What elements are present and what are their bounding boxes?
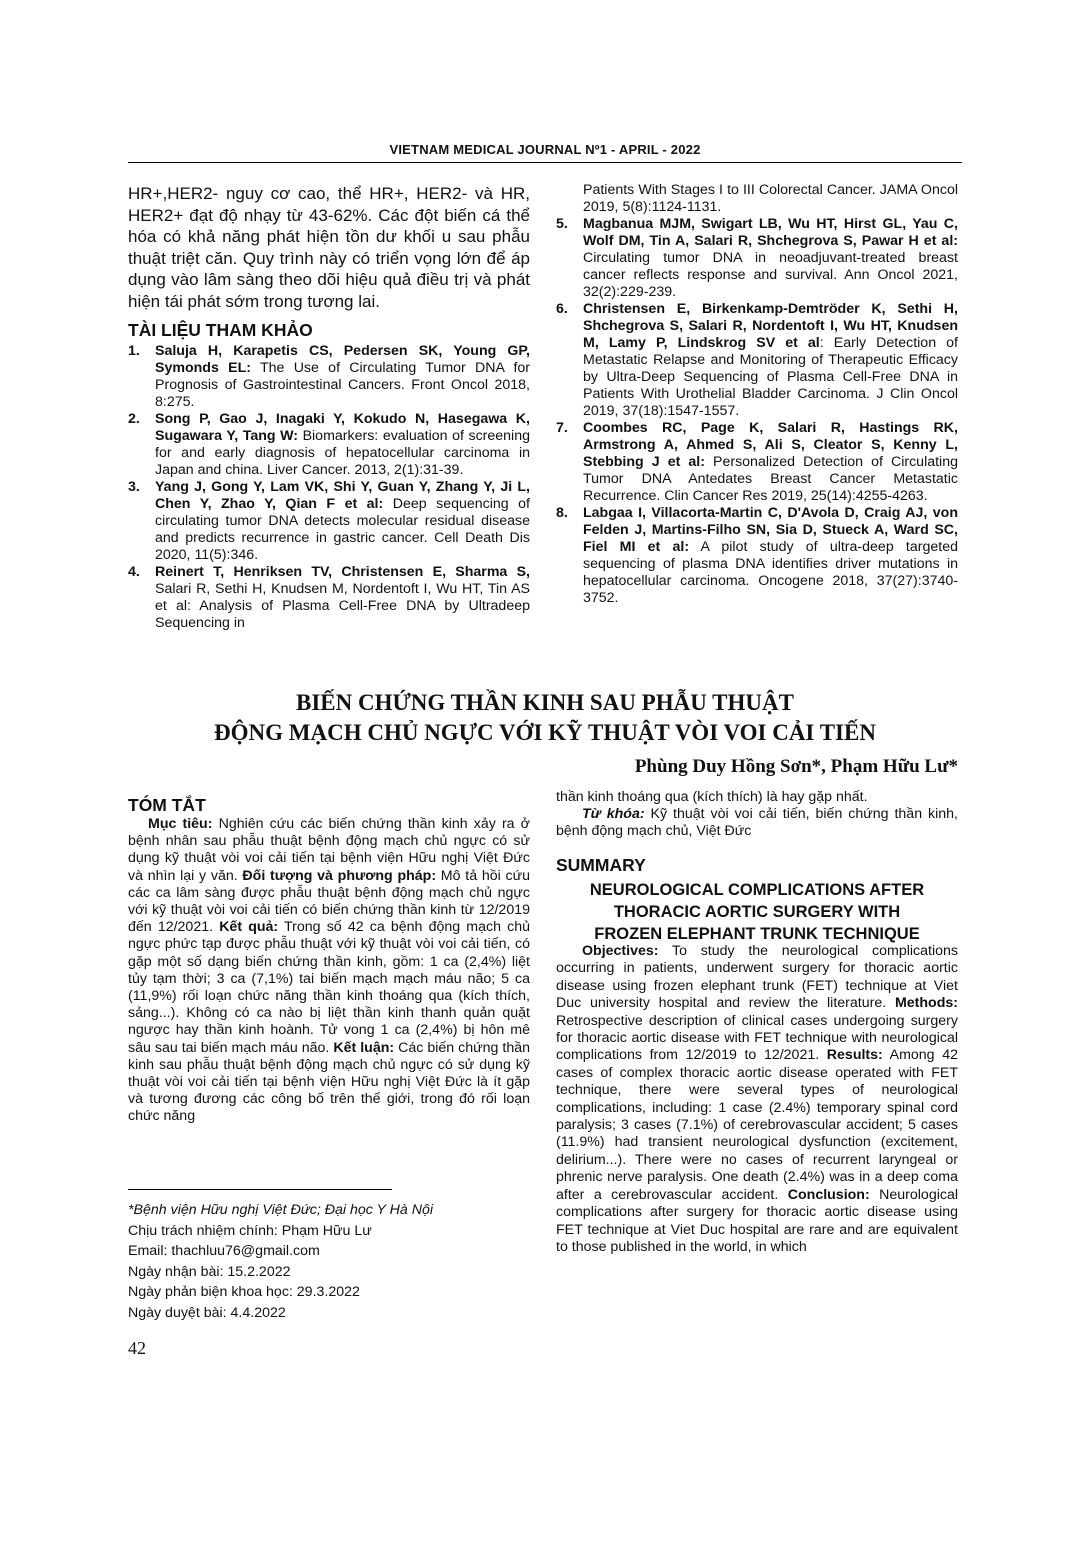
reference-text: Salari R, Sethi H, Knudsen M, Nordentoft I, Wu HT, Tin AS et al: Analysis of Plasma Cell-Free DNA by Ultradeep Sequencing in — [155, 581, 530, 631]
reference-item — [128, 343, 530, 411]
footnote-email: Email: thachluu76@gmail.com — [128, 1243, 320, 1259]
reference-authors: Saluja H, Karapetis CS, Pedersen SK, Young GP, Symonds EL: — [155, 343, 530, 376]
reference-item — [556, 505, 958, 607]
abstract-continuation: thần kinh thoáng qua (kích thích) là hay gặp nhất. — [556, 789, 868, 805]
abstract-vietnamese — [128, 816, 530, 1126]
keywords — [556, 806, 958, 840]
reference-number: 2. — [128, 411, 140, 427]
article-title-line: BIẾN CHỨNG THẦN KINH SAU PHẪU THUẬT — [296, 690, 794, 715]
reference-authors: Magbanua MJM, Swigart LB, Wu HT, Hirst GL, Yau C, Wolf DM, Tin A, Salari R, Shchegrova S, Pawar H et al: — [583, 216, 958, 249]
article-title-line: ĐỘNG MẠCH CHỦ NGỰC VỚI KỸ THUẬT VÒI VOI CẢI TIẾN — [214, 720, 876, 745]
reference-number: 8. — [556, 505, 568, 521]
conclusion-text: Các biến chứng thần kinh sau phẫu thuật bệnh động mạch chủ ngực có sử dụng kỹ thuật vòi voi cải tiến tại bệnh viện Hữu nghị Việt Đức là ít gặp và tương đương các công bố trên thế giới, trong đó rối loạn chức năng — [128, 1039, 530, 1125]
header-rule — [128, 162, 962, 163]
footnote-responsible: Chịu trách nhiệm chính: Phạm Hữu Lư — [128, 1222, 372, 1239]
methods-text: Mô tả hồi cứu các ca lâm sàng được phẫu thuật bệnh động mạch chủ ngực với kỹ thuật vòi voi cải tiến có biến chứng thần kinh từ 12/2019 đến 12/2021. — [128, 867, 530, 936]
references-title: TÀI LIỆU THAM KHẢO — [128, 320, 313, 340]
reference-authors: Reinert T, Henriksen TV, Christensen E, Sharma S, — [155, 564, 530, 580]
footnote-rule — [128, 1189, 392, 1190]
english-title-line: FROZEN ELEPHANT TRUNK TECHNIQUE — [594, 925, 920, 943]
results-label: Kết quả: — [219, 919, 279, 936]
reference-item — [556, 301, 958, 420]
conclusion-label: Conclusion: — [787, 1186, 870, 1203]
conclusion-label: Kết luận: — [333, 1039, 395, 1056]
reference-item — [128, 564, 530, 632]
methods-label: Đối tượng và phương pháp: — [242, 867, 437, 884]
reference-number: 3. — [128, 479, 140, 495]
reference-item — [556, 420, 958, 505]
reference-authors: Song P, Gao J, Inagaki Y, Kokudo N, Hasegawa K, Sugawara Y, Tang W: — [155, 411, 530, 444]
references-list-right-items — [556, 216, 958, 607]
reference-text: Personalized Detection of Circulating Tumor DNA Antedates Breast Cancer Metastatic Recurrence. Clin Cancer Res 2019, 25(14):4255-4263. — [583, 454, 958, 504]
abstract-title: TÓM TẮT — [128, 795, 206, 815]
keywords-label: Từ khóa: — [582, 806, 645, 822]
results-label: Results: — [826, 1047, 883, 1064]
methods-label: Methods: — [894, 995, 958, 1012]
running-header: VIETNAM MEDICAL JOURNAL Nº1 - APRIL - 2022 — [389, 142, 701, 157]
english-title — [556, 879, 958, 945]
objective-label: Mục tiêu: — [148, 816, 213, 832]
footnote-received: Ngày nhận bài: 15.2.2022 — [128, 1263, 291, 1280]
english-title-line: NEUROLOGICAL COMPLICATIONS AFTER — [589, 881, 925, 899]
results-text: Trong số 42 ca bệnh động mạch chủ ngực phức tạp được phẫu thuật với kỹ thuật vòi voi cải tiến, có gặp một số dạng biến chứng thần kinh, gồm: 1 ca (2,4%) liệt tủy tạm thời; 3 ca (7,1%) tai biến mạch mạch máu não; 5 ca (11,9%) rối loạn chức năng thần kinh thoáng qua (kích thích, sảng...). Không có ca nào bị liệt thần kinh thanh quản quặt ngược hay thần kinh hoành. Tử vong 1 ca (2,4%) bị hôn mê sâu sau tai biến mạch máu não. — [128, 919, 530, 1056]
conclusion-text: Neurological complications after surgery for thoracic aortic disease using FET technique at Viet Duc hospital are rare and are equivalent to those published in the world, in which — [556, 1186, 958, 1255]
reference-authors: Coombes RC, Page K, Salari R, Hastings RK, Armstrong A, Ahmed S, Ali S, Cleator S, Kenny L, Stebbing J et al: — [583, 420, 958, 470]
summary-title: SUMMARY — [556, 855, 646, 875]
reference-text: The Use of Circulating Tumor DNA for Prognosis of Gastrointestinal Cancers. Front Oncol 2018, 8:275. — [155, 360, 531, 410]
reference-text: Circulating tumor DNA in neoadjuvant-treated breast cancer reflects response and survival. Ann Oncol 2021, 32(2):229-239. — [583, 250, 958, 300]
abstract-english — [556, 943, 958, 1256]
reference-number: 5. — [556, 216, 568, 232]
article-title — [128, 688, 962, 748]
reference-item — [128, 479, 530, 564]
results-text: Among 42 cases of complex thoracic aortic disease operated with FET technique, there were several types of neurological complications, including: 1 case (2.4%) temporary spinal cord paralysis; 3 cases (7.1%) of cerebrovascular accident; 5 cases (11.9%) had transient neurological dysfunction (excitement, delirium...). There were no cases of recurrent laryngeal or phrenic nerve paralysis. One death (2.4%) was in a deep coma after a cerebrovascular accident. — [556, 1047, 958, 1203]
footnotes — [128, 1200, 530, 1323]
reference-number: 6. — [556, 301, 568, 317]
reference-number: 4. — [128, 564, 140, 580]
footnote-affiliation: *Bệnh viện Hữu nghị Việt Đức; Đại học Y Hà Nội — [128, 1202, 434, 1218]
reference-text: Deep sequencing of circulating tumor DNA detects molecular residual disease and predicts recurrence in gastric cancer. Cell Death Dis 2020, 11(5):346. — [155, 496, 530, 563]
reference-text: Biomarkers: evaluation of screening for and early diagnosis of hepatocellular carcinoma in Japan and china. Liver Cancer. 2013, 2(1):31-39. — [155, 428, 530, 478]
reference-item — [556, 216, 958, 301]
reference-item — [128, 411, 530, 479]
objectives-text: To study the neurological complications occurring in patients, underwent surgery for thoracic aortic disease using frozen elephant trunk (FET) technique at Viet Duc university hospital and review the literature. — [556, 943, 958, 1012]
reference-continuation: Patients With Stages I to III Colorectal Cancer. JAMA Oncol 2019, 5(8):1124-1131. — [583, 182, 958, 215]
references-list-right — [556, 182, 958, 607]
footnote-reviewed: Ngày phản biện khoa học: 29.3.2022 — [128, 1284, 360, 1300]
intro-paragraph: HR+,HER2- nguy cơ cao, thể HR+, HER2- và HR, HER2+ đạt độ nhạy từ 43-62%. Các đột biến cá thể hóa có khả năng phát hiện tồn dư khối u sau phẫu thuật triệt căn. Quy trình này có triển vọng lớn để áp dụng vào lâm sàng theo dõi hiệu quả điều trị và phát hiện tái phát sớm trong tương lai. — [128, 184, 530, 311]
keywords-text: Kỹ thuật vòi voi cải tiến, biến chứng thần kinh, bệnh động mạch chủ, Việt Đức — [556, 806, 958, 840]
reference-authors: Labgaa I, Villacorta-Martin C, D'Avola D, Craig AJ, von Felden J, Martins-Filho SN, Sia D, Stueck A, Ward SC, Fiel MI et al: — [583, 505, 958, 555]
reference-text: : Early Detection of Metastatic Relapse and Monitoring of Therapeutic Efficacy by Ultra-Deep Sequencing of Plasma Cell-Free DNA in Patients With Urothelial Bladder Carcinoma. J Clin Oncol 2019, 37(18):1547-1557. — [583, 335, 958, 419]
reference-authors: Christensen E, Birkenkamp-Demtröder K, Sethi H, Shchegrova S, Salari R, Nordentoft I, Wu HT, Knudsen M, Lamy P, Lindskrog SV et al — [583, 301, 958, 351]
reference-number: 1. — [128, 343, 140, 359]
reference-number: 7. — [556, 420, 568, 436]
objective-text: Nghiên cứu các biến chứng thần kinh xảy ra ở bệnh nhân sau phẫu thuật bệnh động mạch chủ ngực có sử dụng kỹ thuật vòi voi cải tiến tại bệnh viện Hữu nghị Việt Đức và nhìn lại y văn. — [128, 816, 530, 884]
methods-text: Retrospective description of clinical cases undergoing surgery for thoracic aortic disease with FET technique with neurological complications from 12/2019 to 12/2021. — [556, 1012, 958, 1064]
reference-authors: Yang J, Gong Y, Lam VK, Shi Y, Guan Y, Zhang Y, Ji L, Chen Y, Zhao Y, Qian F et al: — [155, 479, 530, 512]
english-title-line: THORACIC AORTIC SURGERY WITH — [613, 903, 901, 921]
page-number: 42 — [128, 1338, 146, 1358]
footnote-approved: Ngày duyệt bài: 4.4.2022 — [128, 1304, 286, 1321]
reference-text: A pilot study of ultra-deep targeted sequencing of plasma DNA identifies driver mutations in hepatocellular carcinoma. Oncogene 2018, 37(27):3740-3752. — [583, 539, 958, 606]
article-authors: Phùng Duy Hồng Sơn*, Phạm Hữu Lư* — [634, 756, 958, 777]
objectives-label: Objectives: — [582, 943, 659, 959]
references-list-left — [128, 343, 530, 632]
